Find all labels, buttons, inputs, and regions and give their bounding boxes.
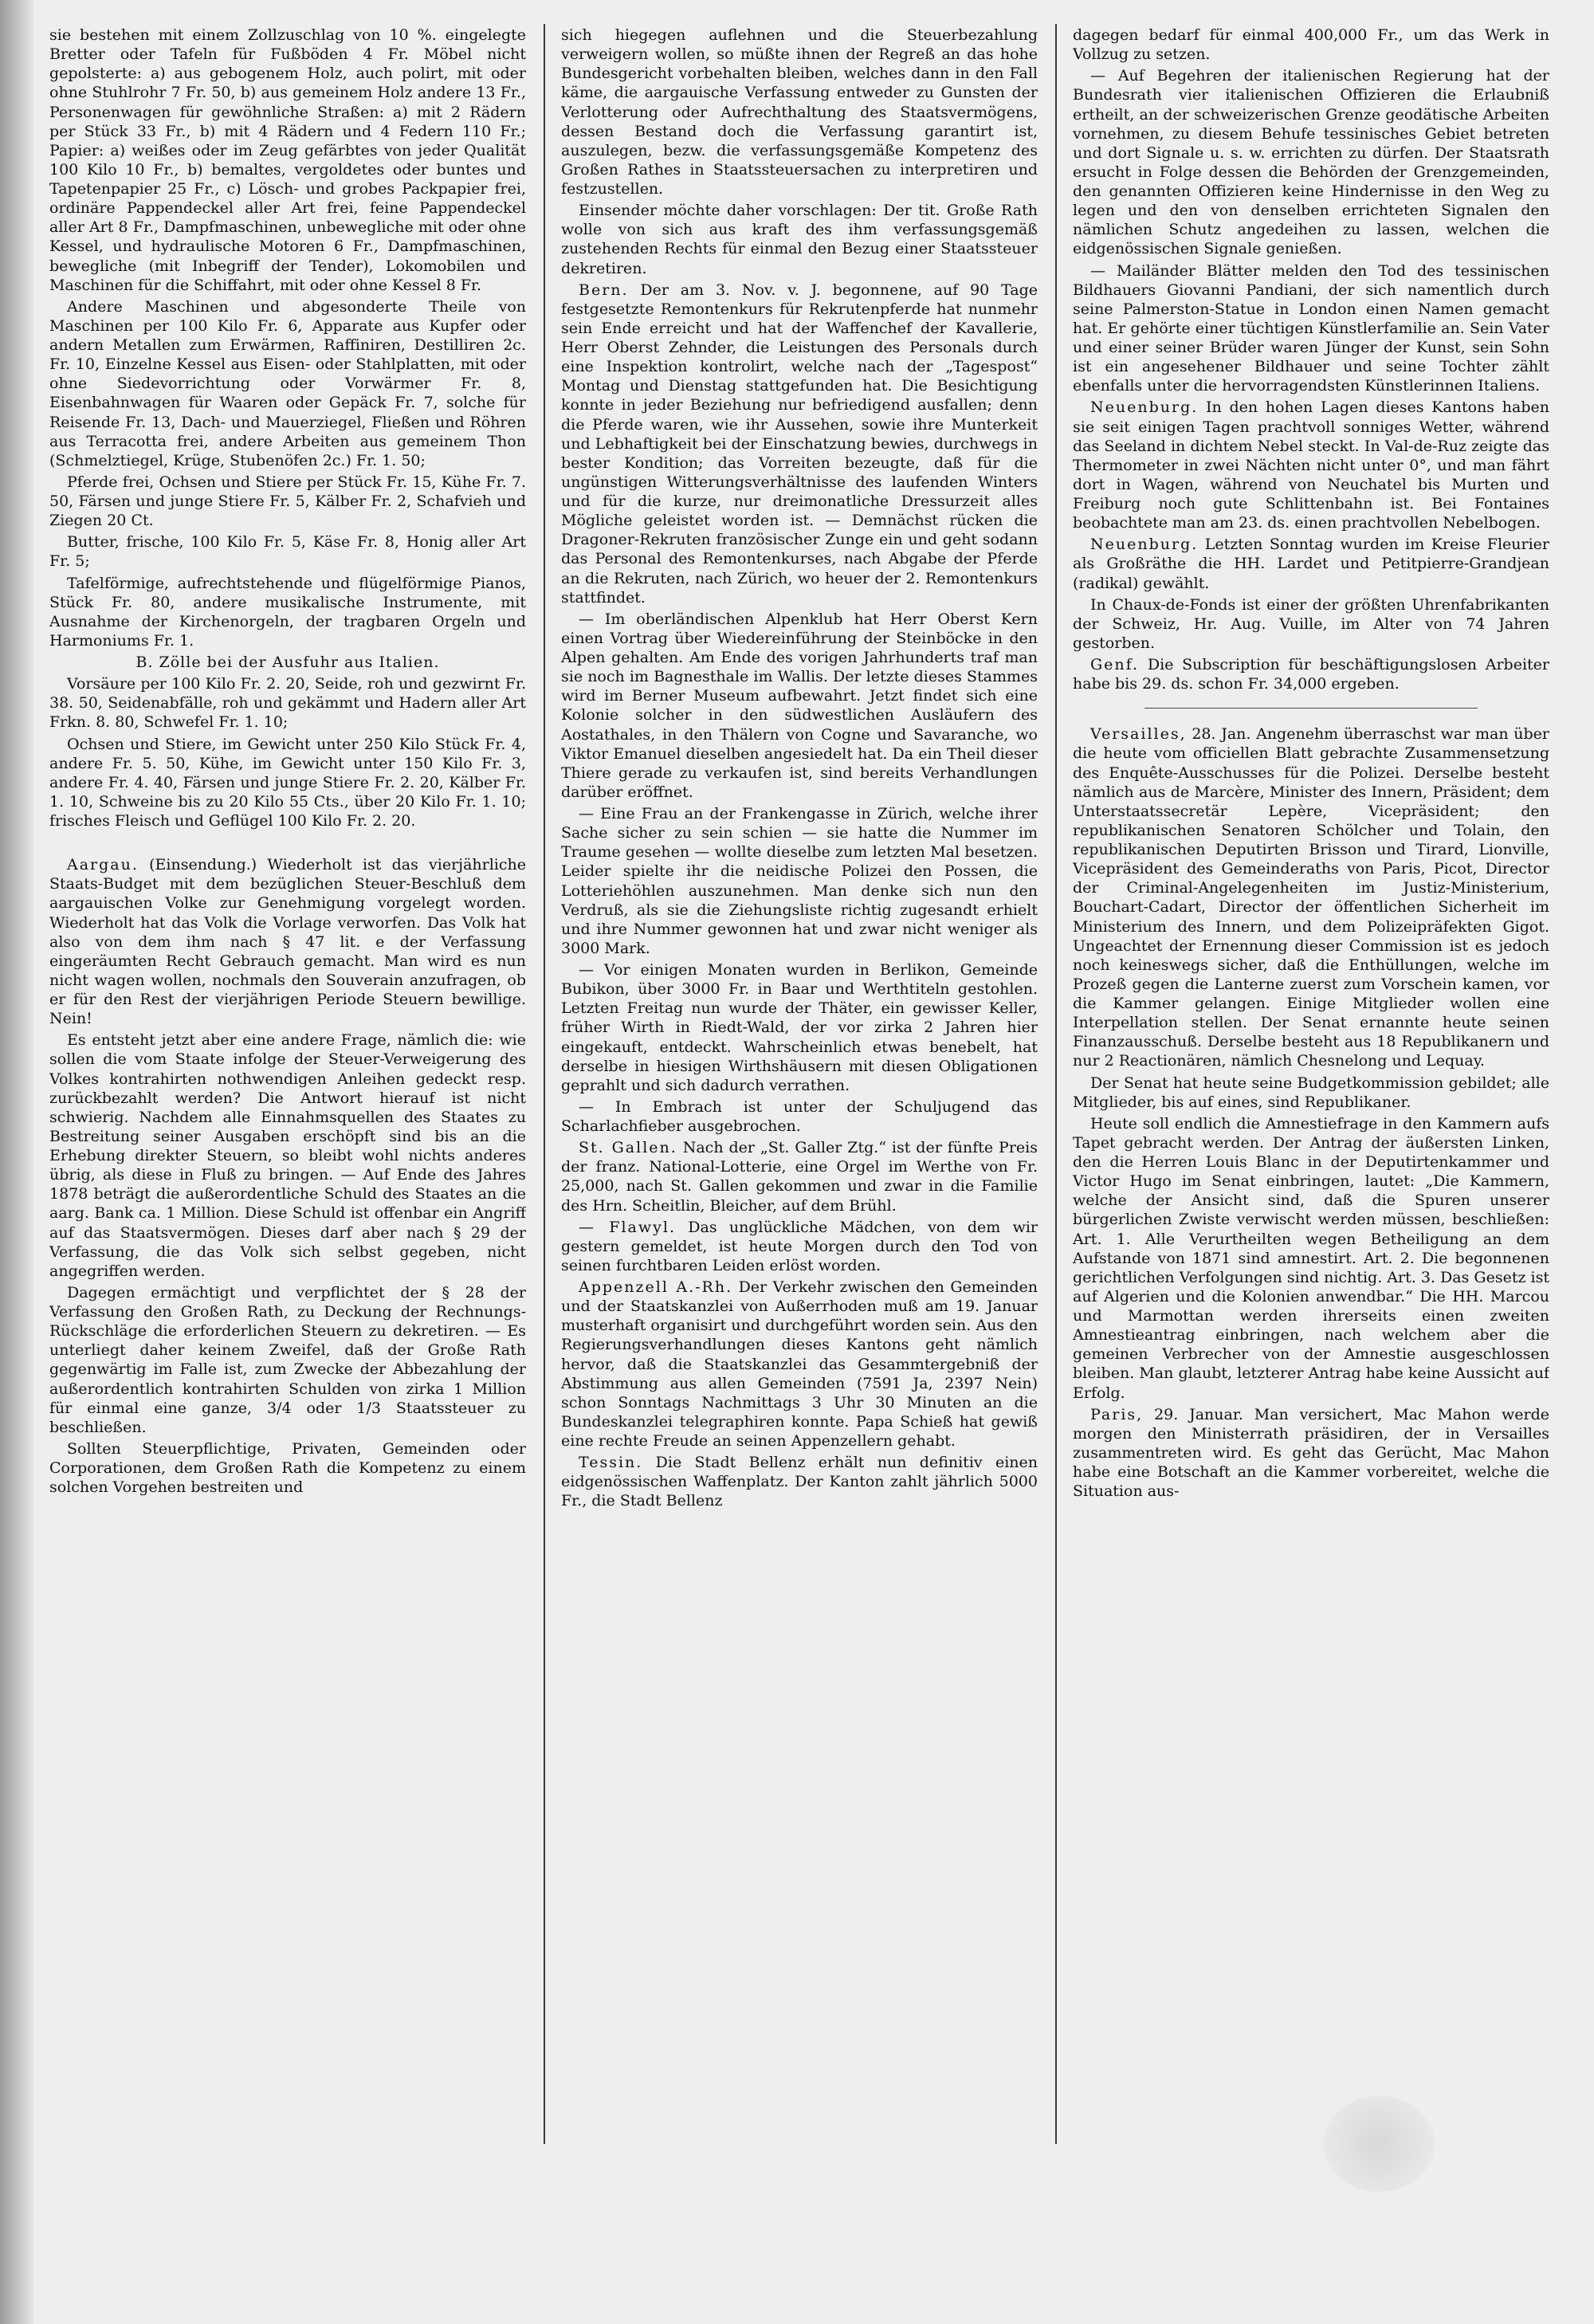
aargau-constitution: Dagegen ermächtigt und verpflichtet der § 28 der Verfassung den Großen Rath, zu Deckung der Rechnungs-Rückschläge die erforderlichen Steuern zu dekretiren. — Es unterliegt daher keinem Zweifel, daß der Große Rath gegenwärtig im Falle ist, zum Zwecke der Abbezahlung der außerordentlich kontrahirten Schulden von zirka 1 Million für einmal eine ganze, 3/4 oder 1/3 Staatssteuer zu beschließen.	[49, 1283, 526, 1436]
flawyl-text: Das unglückliche Mädchen, von dem wir gestern gemeldet, ist heute Morgen durch den Tod von seinen furchtbaren Leiden erlöst worden.	[561, 1218, 1038, 1274]
flawyl-news	[561, 1218, 1038, 1275]
paris-text: 29. Januar. Man versichert, Mac Mahon werde morgen den Ministerrath präsidiren, der in Versailles zusammentreten wird. Es geht das Gerücht, Mac Mahon habe eine Botschaft an die Kammer vorbereitet, welche die Situation aus-	[1073, 1405, 1549, 1501]
alpine-club-ibex: — Im oberländischen Alpenklub hat Herr Oberst Kern einen Vortrag über Wiedereinführung der Steinböcke in den Alpen gehalten. Am Ende des vorigen Jahrhunderts traf man sie noch im Bagnesthale im Wallis. Der letzte dieses Stammes wird im Berner Museum aufbewahrt. Jetzt findet sich eine Kolonie solcher in den südwestlichen Ausläufern des Aostathales, in den Thälern von Cogne und Savaranche, wo Viktor Emanuel dieselben angesiedelt hat. Da ein Theil dieser Thiere gerade zu verkaufen ist, sind bereits Verhandlungen darüber eröffnet.	[561, 610, 1038, 801]
place-neuenburg-1: Neuenburg.	[1090, 398, 1199, 417]
place-neuenburg-2: Neuenburg.	[1090, 536, 1199, 554]
neuenburg-election-text: Letzten Sonntag wurden im Kreise Fleurier als Großräthe die HH. Lardet und Petitpierre-Grandjean (radikal) gewählt.	[1073, 536, 1549, 592]
export-silk-tariff: Vorsäure per 100 Kilo Fr. 2. 20, Seide, roh und gezwirnt Fr. 38. 50, Seidenabfälle, roh und gekämmt und Hadern aller Art Frkn. 8. 80, Schwefel Fr. 1. 10;	[49, 675, 526, 732]
place-flawyl: — Flawyl.	[579, 1218, 676, 1236]
column-3	[1073, 26, 1549, 2169]
place-bern: Bern.	[579, 281, 629, 299]
paper-stain	[1323, 2096, 1435, 2192]
place-genf: Genf.	[1090, 656, 1140, 673]
appenzell-vote	[561, 1278, 1038, 1451]
tessin-text: Die Stadt Bellenz erhält nun definitiv einen eidgenössischen Waffenplatz. Der Kanton zahlt jährlich 5000 Fr., die Stadt Bellenz	[561, 1454, 1038, 1510]
tariff-list-continued: sie bestehen mit einem Zollzuschlag von 10 %. eingelegte Bretter oder Tafeln für Fußböden 4 Fr. Möbel nicht gepolsterte: a) aus gebogenem Holz, auch polirt, mit oder ohne Stuhlrohr 7 Fr. 50, b) aus gemeinem Holz andere 13 Fr., Personenwagen für gewöhnliche Straßen: a) mit 2 Rädern per Stück 33 Fr., b) mit 4 Rädern und 4 Federn 110 Fr.; Papier: a) weißes oder im Zeug gefärbtes von jeder Qualität 100 Kilo 10 Fr., b) bemaltes, vergoldetes oder buntes und Tapetenpapier 25 Fr., c) Lösch- und grobes Packpapier frei, ordinäre Pappendeckel aller Art frei, feine Pappendeckel aller Art 8 Fr., Dampfmaschinen, unbewegliche mit oder ohne Kessel, und hydraulische Motoren 6 Fr., Dampfmaschinen, bewegliche (mit Inbegriff der Tender), Lokomobilen und Maschinen für die Schiffahrt, mit oder ohne Kessel 8 Fr.	[49, 26, 526, 294]
chaux-de-fonds-obituary: In Chaux-de-Fonds ist einer der größten Uhrenfabrikanten der Schweiz, Hr. Aug. Vuille, im Alter von 74 Jahren gestorben.	[1073, 595, 1549, 652]
paris-mac-mahon	[1073, 1405, 1549, 1502]
aargau-question: Es entsteht jetzt aber eine andere Frage, nämlich die: wie sollen die vom Staate infolge der Steuer-Verweigerung des Volkes kontrahirten nothwendigen Anleihen gedeckt resp. zurückbezahlt werden? Die Antwort hierauf ist nicht schwierig. Nachdem alle Einnahmsquellen des Staates zu Bestreitung seiner Ausgaben erschöpft sind bis an die Erhebung direkter Steuern, so bleibt wohl nichts anderes übrig, als diese in Fluß zu bringen. — Auf Ende des Jahres 1878 beträgt die außerordentliche Schuld des Staates an die aarg. Bank ca. 1 Million. Diese Schuld ist offenbar ein Angriff auf das Staatsvermögen. Dieses darf aber nach § 29 der Verfassung, die das Volk sich selbst gegeben, nicht angegriffen werden.	[49, 1031, 526, 1280]
bern-remount-course	[561, 281, 1038, 607]
machines-tariff: Andere Maschinen und abgesonderte Theile von Maschinen per 100 Kilo Fr. 6, Apparate aus Kupfer oder andern Metallen zum Erwärmen, Raffiniren, Destilliren 2c. Fr. 10, Einzelne Kessel aus Eisen- oder Stahlplatten, mit oder ohne Siedevorrichtung oder Vorwärmer Fr. 8, Eisenbahnwagen für Waaren oder Gepäck Fr. 7, solche für Reisende Fr. 13, Dach- und Mauerziegel, Fließen und Röhren aus Terracotta frei, andere Arbeiten aus gemeinem Thon (Schmelztiegel, Krüge, Stubenöfen 2c.) Fr. 1. 50;	[49, 297, 526, 469]
butter-tariff: Butter, frische, 100 Kilo Fr. 5, Käse Fr. 8, Honig aller Art Fr. 5;	[49, 533, 526, 571]
livestock-tariff: Pferde frei, Ochsen und Stiere per Stück Fr. 15, Kühe Fr. 7. 50, Färsen und junge Stiere Fr. 5, Kälber Fr. 2, Schafvieh und Ziegen 20 Ct.	[49, 473, 526, 530]
column-rule-2	[1055, 24, 1057, 2144]
embrach-scarlet-fever: — In Embrach ist unter der Schuljugend das Scharlachfieber ausgebrochen.	[561, 1097, 1038, 1135]
bern-text: Der am 3. Nov. v. J. begonnene, auf 90 Tage festgesetzte Remontenkurs für Rekrutenpferde hat nunmehr sein Ende erreicht und hat der Waffenchef der Kavallerie, Herr Oberst Zehnder, die Leistungen des Personals durch eine Inspektion kontrolirt, welche nach der „Tagespost“ Montag und Dienstag stattgefunden hat. Die Besichtigung konnte in jeder Beziehung nur befriedigend ausfallen; denn die Pferde waren, wie ihr Aussehen, sowie ihre Munterkeit und Lebhaftigkeit bei der Einschatzung bewies, durchwegs in bester Kondition; das Vorreiten bezeugte, daß für die ungünstigen Witterungsverhältnisse des laufenden Winters und für die kurze, nur dreimonatliche Dressurzeit alles Mögliche geleistet worden ist. — Demnächst rücken die Dragoner-Rekruten französischer Zunge ein und geht sodann das Personal des Remontenkurses, nach Abgabe der Pferde an die Rekruten, nach Zürich, wo heuer der 2. Remontenkurs stattfindet.	[561, 281, 1038, 607]
section-separator	[1144, 708, 1478, 709]
column-rule-1	[544, 24, 545, 2144]
place-paris: Paris,	[1090, 1405, 1144, 1423]
neuenburg-weather	[1073, 398, 1549, 532]
tessin-bellenz	[561, 1453, 1038, 1510]
versailles-commission	[1073, 724, 1549, 1070]
place-appenzell: Appenzell A.-Rh.	[579, 1278, 733, 1296]
scan-binding-edge	[0, 0, 33, 2324]
appenzell-text: Der Verkehr zwischen den Gemeinden und der Staatskanzlei von Außerrhoden muß am 19. Januar musterhaft organisirt und durchgeführt worden sein. Aus den Regierungsverhandlungen dieses Kantons geht nämlich hervor, daß die Staatskanzlei das Gesammtergebniß der Abstimmung aus allen Gemeinden (7591 Ja, 2397 Nein) schon Sonntags Nachmittags 3 Uhr 30 Minuten an die Bundeskanzlei telegraphiren konnte. Papa Schieß hat gewiß eine rechte Freude an seinen Appenzellern gehabt.	[561, 1278, 1038, 1450]
aargau-text-1: (Einsendung.) Wiederholt ist das vierjährliche Staats-Budget mit dem bezüglichen Steuer-Beschluß dem aargauischen Volke zur Genehmigung vorgelegt worden. Wiederholt hat das Volk die Vorlage verworfen. Das Volk hat also von dem ihm nach § 47 lit. e der Verfassung eingeräumten Recht Gebrauch gemacht. Man wird es nun nicht wagen wollen, nochmals den Souverain anzufragen, ob er für den Rest der vierjährigen Periode Steuern bewillige. Nein!	[49, 856, 526, 1028]
piano-tariff: Tafelförmige, aufrechtstehende und flügelförmige Pianos, Stück Fr. 80, andere musikalische Instrumente, mit Ausnahme der Kirchenorgeln, der tragbaren Orgeln und Harmoniums Fr. 1.	[49, 574, 526, 650]
zurich-lottery-woman: — Eine Frau an der Frankengasse in Zürich, welche ihrer Sache sicher zu sein schien — sie hatte die Nummer im Traume gesehen — wollte dieselbe zum letzten Mal besetzen. Leider spielte ihr die neidische Polizei den Possen, die Lotteriehöhlen auszunehmen. Man denke sich nun den Verdruß, als sie die Ziehungsliste richtig zugesandt erhielt und ihre Nummer gewonnen hat und zwar nicht weniger als 3000 Mark.	[561, 805, 1038, 957]
pandiani-obituary: — Mailänder Blätter melden den Tod des tessinischen Bildhauers Giovanni Pandiani, der sich namentlich durch seine Palmerston-Statue in London einen Namen gemacht hat. Er gehörte einer tüchtigen Künstlerfamilie an. Sein Vater und einer seiner Brüder waren Jünger der Kunst, sein Sohn ist ein angesehener Bildhauer und seine Tochter zählt ebenfalls unter die hervorragendsten Künstlerinnen Italiens.	[1073, 261, 1549, 395]
place-tessin: Tessin.	[579, 1454, 643, 1472]
aargau-continued: sich hiegegen auflehnen und die Steuerbezahlung verweigern wollen, so müßte ihnen der Regreß an das hohe Bundesgericht vorbehalten bleiben, welches dann in den Fall käme, die aargauische Verfassung entweder zu Gunsten der Verlotterung oder Aufrechthaltung des Staatsvermögens, dessen Bestand doch die Verfassung garantirt ist, auszulegen, bezw. die verfassungsgemäße Kompetenz des Großen Rathes in Staatssteuersachen zu interpretiren und festzustellen.	[561, 26, 1038, 198]
column-2	[561, 26, 1038, 2169]
genf-subscription	[1073, 655, 1549, 693]
aargau-article-intro	[49, 855, 526, 1028]
st-gallen-lottery	[561, 1138, 1038, 1215]
versailles-text: 28. Jan. Angenehm überraschst war man über die heute vom officiellen Blatt gebrachte Zusammensetzung des Enquête-Ausschusses für die Polizei. Derselbe besteht nämlich aus de Marcère, Minister des Innern, Präsident; dem Unterstaatssecretär Lepère, Vicepräsident; den republikanischen Senatoren Schölcher und Tolain, den republikanischen Deputirten Brisson und Tirard, Lionville, Vicepräsident des Gemeinderaths von Paris, Picot, Director der Criminal-Angelegenheiten im Justiz-Ministerium, Bouchart-Cadart, Director der öffentlichen Sicherheit im Ministerium des Innern, und dem Polizeipräfekten Gigot. Ungeachtet der Ernennung dieser Commission ist es jedoch noch keineswegs sicher, daß die Enthüllungen, welche im Prozeß gegen die Lanterne zuerst zum Vorschein kamen, vor die Kammer gelangen. Einige Mitglieder wollen eine Interpellation stellen. Der Senat ernannte heute seinen Finanzausschuß. Derselbe besteht aus 18 Republikanern und nur 2 Reactionären, nämlich Chesnelong und Lequay.	[1073, 725, 1549, 1070]
senate-budget: Der Senat hat heute seine Budgetkommission gebildet; alle Mitglieder, bis auf eines, sind Republikaner.	[1073, 1074, 1549, 1111]
genf-text: Die Subscription für beschäftigungslosen Arbeiter habe bis 29. ds. schon Fr. 34,000 ergeben.	[1073, 656, 1549, 693]
amnesty-question: Heute soll endlich die Amnestiefrage in den Kammern aufs Tapet gebracht werden. Der Antrag der äußersten Linken, den die Herren Louis Blanc in der Deputirtenkammer und Victor Hugo im Senat einbringen, lautet: „Die Kammern, welche der Ansicht sind, daß die Spuren unserer bürgerlichen Zwiste verwischt werden müssen, beschließen: Art. 1. Alle Verurtheilten wegen Betheiligung an dem Aufstande von 1871 sind amnestirt. Art. 2. Die begonnenen gerichtlichen Verfolgungen sind nichtig. Art. 3. Das Gesetz ist auf Algerien und die Kolonien anwendbar.“ Die HH. Marcou und Marmottan werden ihrerseits einen zweiten Amnestieantrag einbringen, nach welchem aber die gemeinen Verbrecher von der Amnestie ausgeschlossen bleiben. Man glaubt, letzterer Antrag habe keine Aussicht auf Erfolg.	[1073, 1114, 1549, 1402]
tessin-continued: dagegen bedarf für einmal 400,000 Fr., um das Werk in Vollzug zu setzen.	[1073, 26, 1549, 64]
export-livestock-tariff: Ochsen und Stiere, im Gewicht unter 250 Kilo Stück Fr. 4, andere Fr. 5. 50, Kühe, im Gewicht unter 150 Kilo Fr. 3, andere Fr. 4. 40, Färsen und junge Stiere Fr. 2. 20, Kälber Fr. 1. 10, Schweine bis zu 20 Kilo 55 Cts., über 20 Kilo Fr. 1. 10; frisches Fleisch und Geflügel 100 Kilo Fr. 2. 20.	[49, 735, 526, 830]
aargau-taxpayers: Sollten Steuerpflichtige, Privaten, Gemeinden oder Corporationen, dem Großen Rath die Kompetenz zu einem solchen Vorgehen bestreiten und	[49, 1439, 526, 1497]
place-aargau: Aargau.	[67, 856, 139, 874]
aargau-proposal: Einsender möchte daher vorschlagen: Der tit. Große Rath wolle von sich aus kraft des ihm verfassungsgemäß zustehenden Rechts für einmal den Bezug einer Staatssteuer dekretiren.	[561, 202, 1038, 277]
section-gap	[49, 833, 526, 855]
export-duties-heading: B. Zölle bei der Ausfuhr aus Italien.	[135, 654, 440, 671]
st-gallen-text: Nach der „St. Galler Ztg.“ ist der fünfte Preis der franz. National-Lotterie, eine Orgel im Werthe von Fr. 25,000, nach St. Gallen gekommen und zwar in die Familie des Hrn. Scheitlin, Bleicher, auf dem Brühl.	[561, 1139, 1038, 1215]
neuenburg-weather-text: In den hohen Lagen dieses Kantons haben sie seit einigen Tagen prachtvoll sonniges Wetter, während das Seeland in dichtem Nebel steckt. In Val-de-Ruz zeigte das Thermometer in zwei Nächten nicht unter 0°, und man fährt dort in Wagen, während von Neuchatel bis Murten und Freiburg noch gute Schlittenbahn ist. Bei Fontaines beobachtete man am 23. ds. einen prachtvollen Nebelbogen.	[1073, 398, 1549, 532]
place-versailles: Versailles,	[1090, 725, 1187, 744]
place-st-gallen: St. Gallen.	[579, 1139, 677, 1157]
column-1	[49, 26, 526, 2169]
neuenburg-election	[1073, 535, 1549, 592]
berlikon-theft: — Vor einigen Monaten wurden in Berlikon, Gemeinde Bubikon, über 3000 Fr. in Baar und Werthtiteln gestohlen. Letzten Freitag nun wurde der Thäter, ein gewisser Keller, früher Wirth in Riedt-Wald, der vor zirka 2 Jahren hier eingekauft, entdeckt. Wahrscheinlich etwas benebelt, hat derselbe in hiesigen Wirthshäusern mit diesen Obligationen geprahlt und sich dadurch verrathen.	[561, 961, 1038, 1094]
italian-officers: — Auf Begehren der italienischen Regierung hat der Bundesrath vier italienischen Offizieren die Erlaubniß ertheilt, an der schweizerischen Grenze geodätische Arbeiten vornehmen, zu diesem Behufe tessinisches Gebiet betreten und dort Signale u. s. w. errichten zu dürfen. Der Staatsrath ersucht in Folge dessen die Behörden der Grenzgemeinden, den genannten Offizieren keine Hindernisse in den Weg zu legen und den von denselben errichteten Signalen den nämlichen Schutz angedeihen zu lassen, welchen die eidgenössischen Signale genießen.	[1073, 67, 1549, 258]
